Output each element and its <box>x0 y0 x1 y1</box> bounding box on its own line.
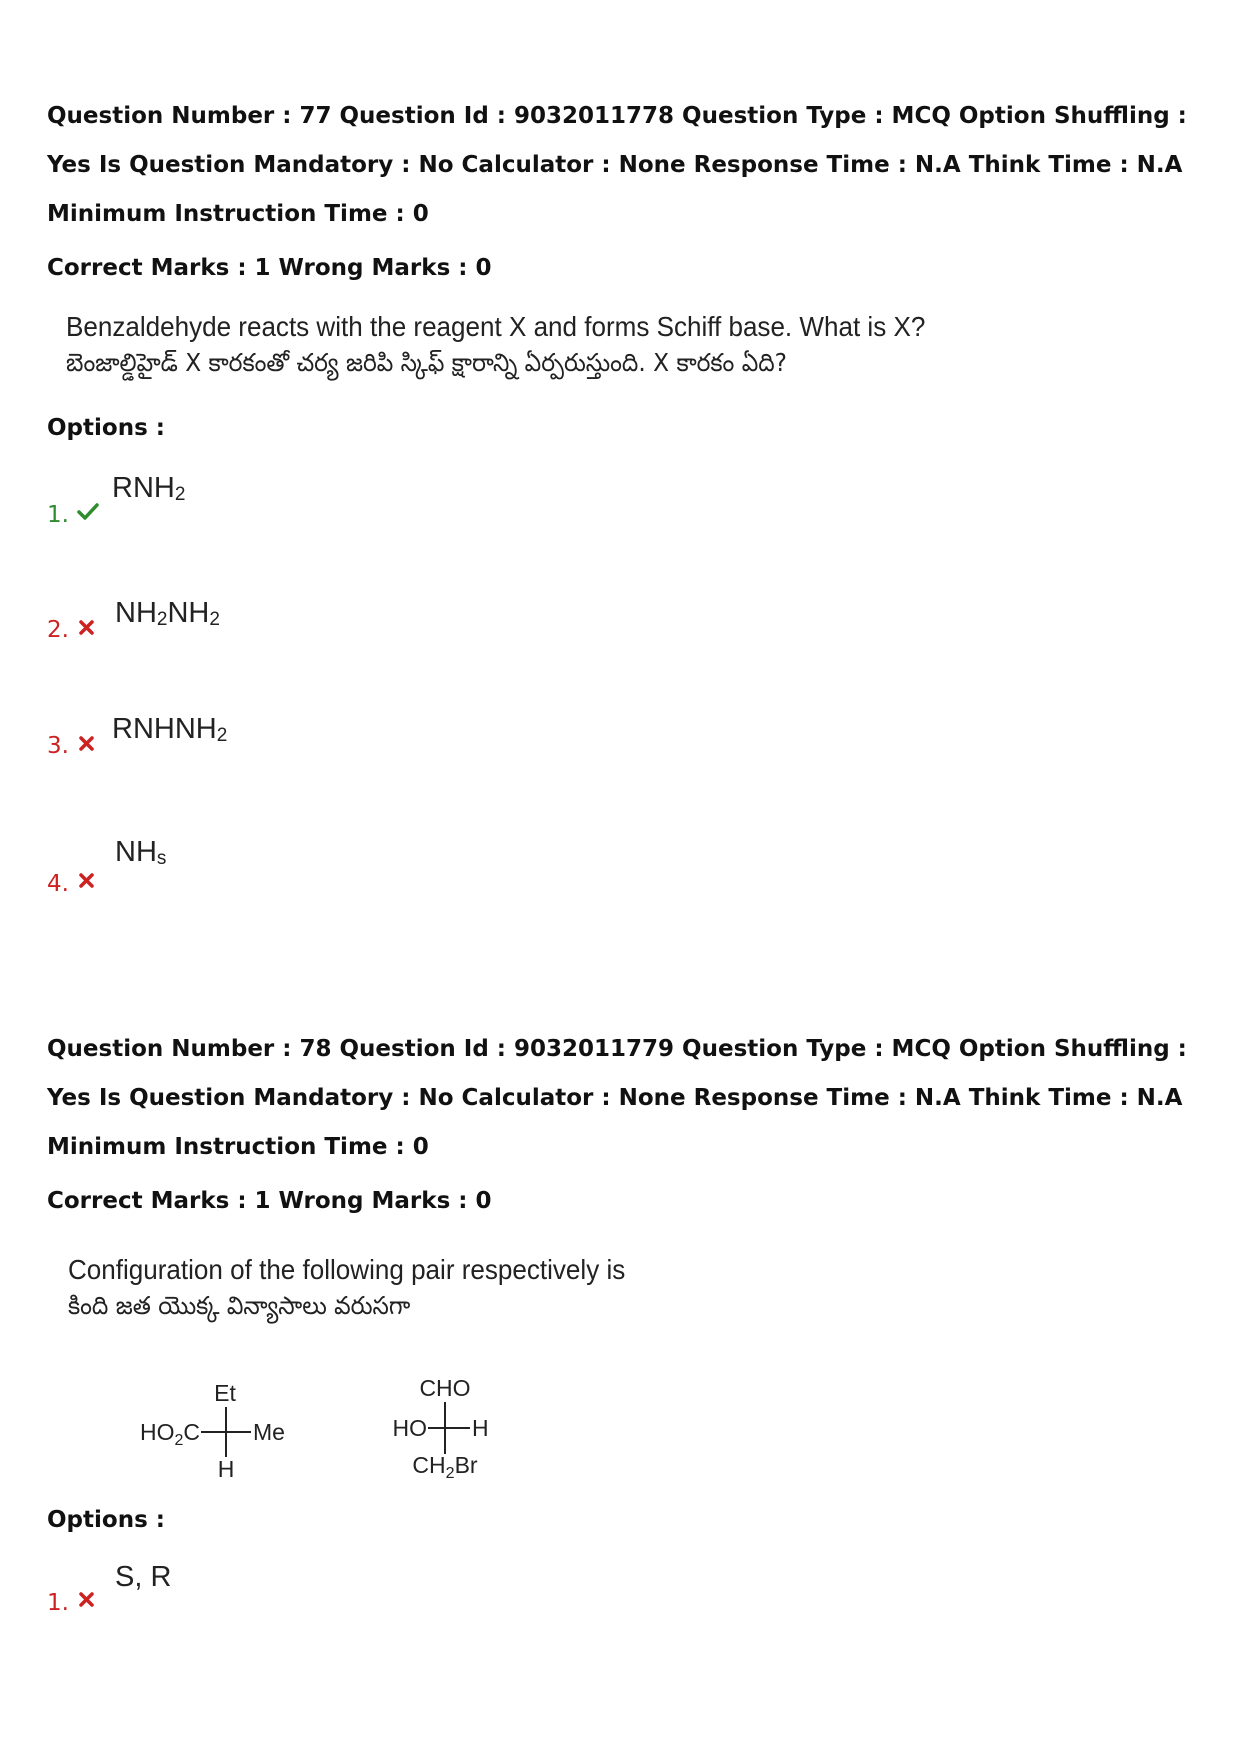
substituent-top: Et <box>214 1380 236 1406</box>
option-text[interactable]: S, R <box>115 1561 172 1593</box>
marks-line: Correct Marks : 1 Wrong Marks : 0 <box>47 1188 492 1214</box>
option-number: 1. <box>47 502 69 528</box>
cross-icon <box>79 620 94 635</box>
question-text <box>66 309 925 381</box>
question-text-en: Benzaldehyde reacts with the reagent X and forms Schiff base. What is X? <box>66 311 926 342</box>
option-number: 1. <box>47 1590 69 1616</box>
option-text[interactable]: $NH_2NH_2$ <box>115 597 220 630</box>
question-meta: Question Number : 77 Question Id : 9032011778 Question Type : MCQ Option Shuffling : Yes Is Question Mandatory : No Calculator : None Response Time : N.A Think Time : N.A Minimum Instruction Time : 0 <box>47 103 1187 227</box>
option-number: 4. <box>47 871 69 897</box>
option-text[interactable]: $NH_s$ <box>115 836 167 869</box>
question-meta: Question Number : 78 Question Id : 9032011779 Question Type : MCQ Option Shuffling : Yes Is Question Mandatory : No Calculator : None Response Time : N.A Think Time : N.A Minimum Instruction Time : 0 <box>47 1036 1187 1160</box>
question-text-en: Configuration of the following pair respectively is <box>68 1254 626 1285</box>
substituent-bottom: H <box>217 1456 235 1482</box>
substituent-bottom: $CH_2Br$ <box>412 1452 478 1482</box>
fischer-projection-1 <box>125 1375 305 1485</box>
option-text[interactable]: $RNH_2$ <box>112 472 186 505</box>
fischer-projection-2 <box>385 1370 545 1485</box>
option-number: 2. <box>47 617 69 643</box>
option-text[interactable]: $RNHNH_2$ <box>112 713 228 746</box>
marks-line: Correct Marks : 1 Wrong Marks : 0 <box>47 255 492 281</box>
cross-icon <box>79 873 94 888</box>
options-label: Options : <box>47 1507 165 1533</box>
cross-icon <box>79 1592 94 1607</box>
substituent-top: CHO <box>419 1375 471 1401</box>
substituent-left: HO <box>392 1415 427 1441</box>
cross-icon <box>79 736 94 751</box>
question-text-te: కింది జత యొక్క విన్యాసాలు వరుసగా <box>68 1291 411 1320</box>
option-number: 3. <box>47 733 69 759</box>
substituent-left: $HO_2C$ <box>139 1419 200 1449</box>
substituent-right: H <box>472 1415 489 1441</box>
options-label: Options : <box>47 415 165 441</box>
substituent-right: Me <box>253 1419 285 1445</box>
check-icon <box>77 503 99 521</box>
question-text <box>68 1252 625 1324</box>
question-text-te: బెంజాల్డిహైడ్ X కారకంతో చర్య జరిపి స్కిఫ్ క్షారాన్ని ఏర్పరుస్తుంది. X కారకం ఏది? <box>66 348 787 377</box>
